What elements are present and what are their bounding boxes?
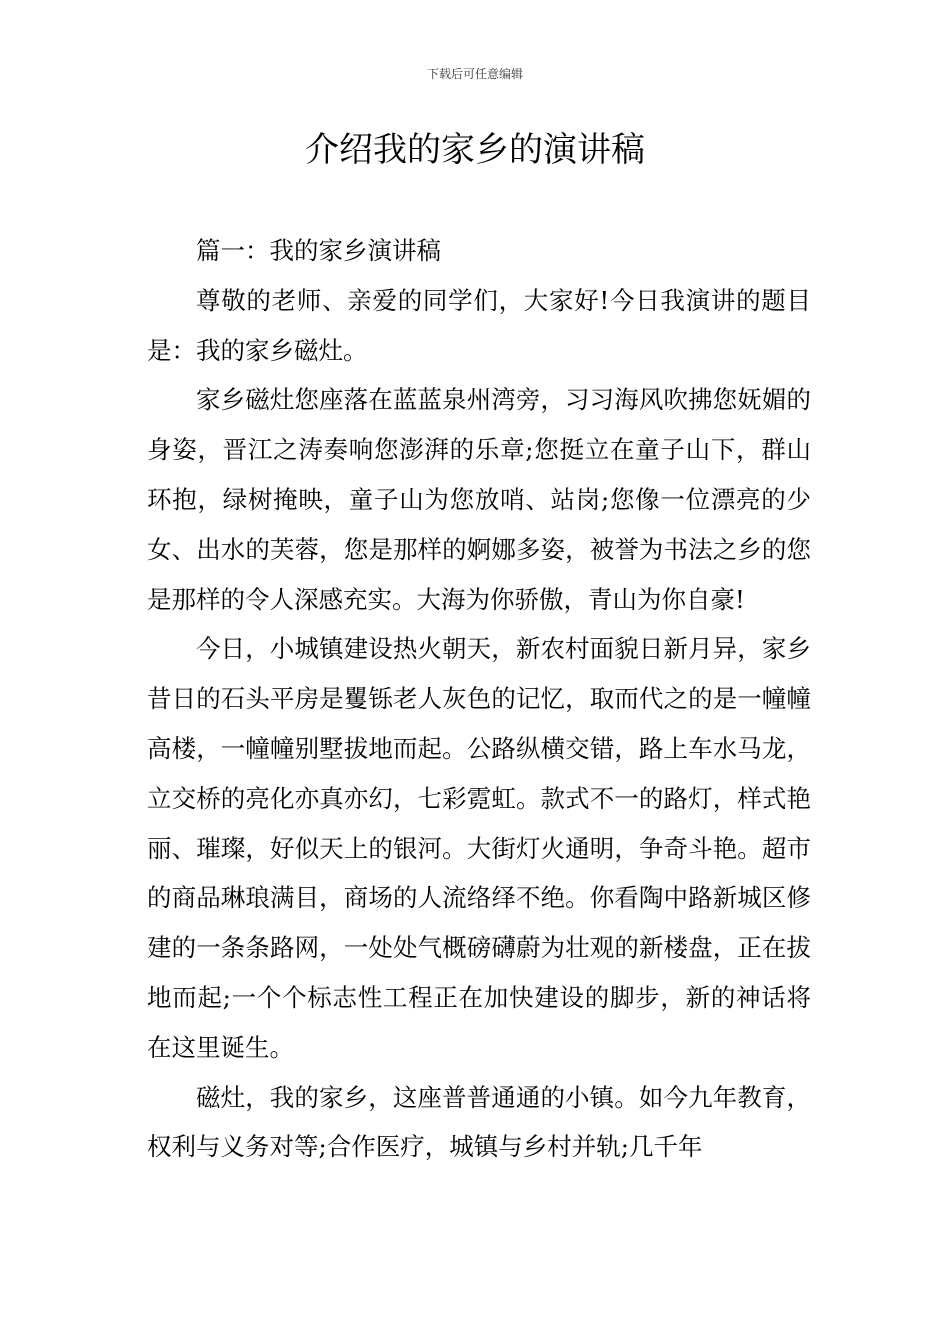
paragraph-section-heading: 篇一：我的家乡演讲稿 [196,236,441,265]
paragraph-hometown-scenery: 家乡磁灶您座落在蓝蓝泉州湾旁，习习海风吹拂您妩媚的身姿，晋江之涛奏响您澎湃的乐章;您挺立在童子山下，群山环抱，绿树掩映，童子山为您放哨、站岗;您像一位漂亮的少女、出水的芙蓉，您是那样的婀娜多姿，被誉为书法之乡的您是那样的令人深感充实。大海为你骄傲，青山为你自豪! [147,385,811,614]
paragraph-greeting: 尊敬的老师、亲爱的同学们，大家好!今日我演讲的题目是：我的家乡磁灶。 [147,285,811,365]
document-body [147,226,811,1172]
header-note: 下载后可任意编辑 [426,67,523,81]
document-title: 介绍我的家乡的演讲稿 [305,130,645,170]
paragraph-town-development: 今日，小城镇建设热火朝天，新农村面貌日新月异，家乡昔日的石头平房是矍铄老人灰色的记忆，取而代之的是一幢幢高楼，一幢幢别墅拔地而起。公路纵横交错，路上车水马龙，立交桥的亮化亦真亦幻，七彩霓虹。款式不一的路灯，样式艳丽、璀璨，好似天上的银河。大街灯火通明，争奇斗艳。超市的商品琳琅满目，商场的人流络绎不绝。你看陶中路新城区修建的一条条路网，一处处气概磅礴蔚为壮观的新楼盘，正在拔地而起;一个个标志性工程正在加快建设的脚步，新的神话将在这里诞生。 [147,634,811,1062]
paragraph-town-welfare: 磁灶，我的家乡，这座普普通通的小镇。如今九年教育，权利与义务对等;合作医疗，城镇与乡村并轨;几千年 [147,1082,811,1162]
